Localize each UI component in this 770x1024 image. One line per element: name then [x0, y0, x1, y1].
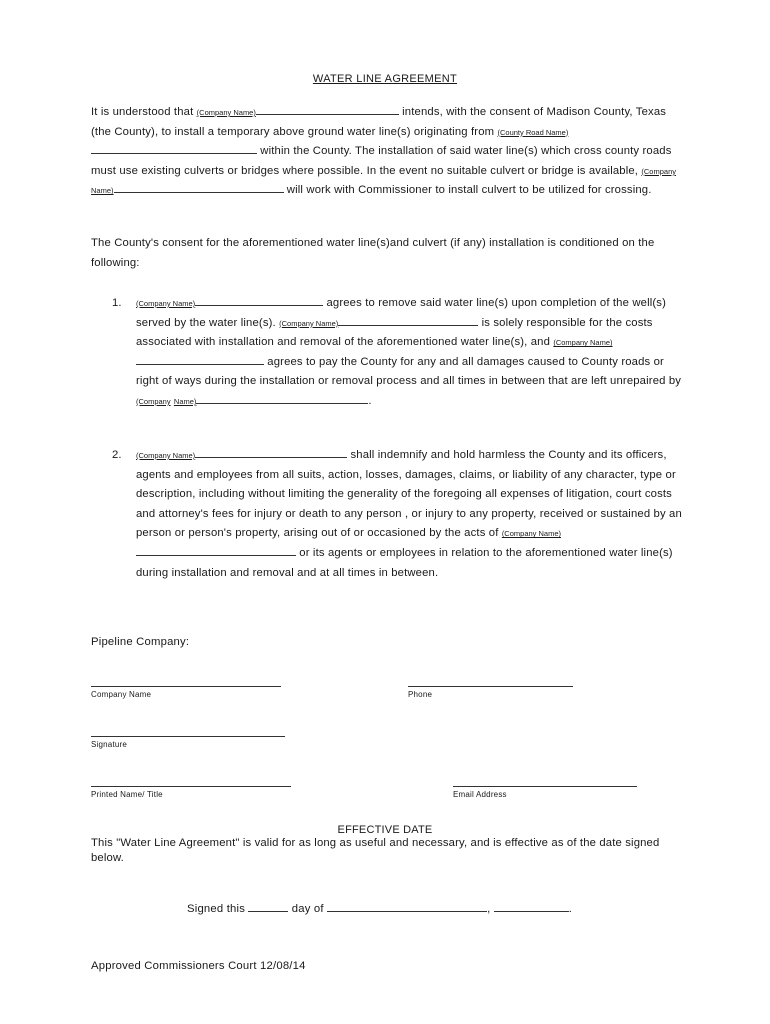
phone-label: Phone: [408, 690, 433, 699]
item-text: [136, 446, 682, 583]
email-address-label: Email Address: [453, 790, 507, 799]
intro-text-c: within the County. The installation of said water line(s) which cross county roads must use existing culverts or bridges where possible. In the event no suitable culvert or bridge is available,: [91, 145, 672, 177]
company-name-label: Company Name: [91, 690, 152, 699]
company-name-blank[interactable]: [338, 315, 478, 326]
company-name-blank[interactable]: [136, 354, 264, 365]
item2-text-b: or its agents or employees in relation to the aforementioned water line(s) during installation and removal and at all times in between.: [136, 546, 673, 579]
company-name-placeholder[interactable]: (Company Name): [196, 108, 256, 117]
intro-paragraph: [91, 103, 681, 201]
signature-line[interactable]: [91, 736, 285, 737]
company-name-placeholder[interactable]: (Company: [136, 396, 171, 406]
item1-text-a: agrees to remove said water line(s) upon completion of the well(s) served by the water line(s).: [136, 297, 667, 329]
company-name-placeholder[interactable]: (Company Name): [136, 299, 196, 308]
item-text: [136, 294, 682, 412]
company-name-blank[interactable]: [256, 104, 399, 115]
pipeline-company-label: Pipeline Company:: [91, 636, 190, 648]
effective-date-text: This "Water Line Agreement" is valid for as long as useful and necessary, and is effective as of the date signed below.: [91, 837, 660, 864]
phone-signature-line[interactable]: [408, 686, 573, 687]
signed-text-d: .: [568, 903, 573, 915]
signed-text-a: Signed this: [187, 903, 249, 915]
printed-name-signature-line[interactable]: [91, 786, 291, 787]
company-name-placeholder[interactable]: (Company Name): [279, 318, 339, 328]
signature-label: Signature: [91, 740, 128, 749]
month-blank[interactable]: [327, 901, 487, 912]
company-name-placeholder[interactable]: Name): [173, 396, 197, 406]
company-name-blank[interactable]: [195, 447, 347, 458]
email-signature-line[interactable]: [453, 786, 637, 787]
conditions-paragraph: The County's consent for the aforementioned water line(s)and culvert (if any) installation is conditioned on the following:: [91, 237, 655, 269]
item-number: 1.: [112, 297, 122, 309]
intro-text-d: will work with Commissioner to install culvert to be utilized for crossing.: [283, 184, 652, 197]
county-road-placeholder[interactable]: (County Road Name): [497, 127, 569, 137]
document-title: WATER LINE AGREEMENT: [312, 73, 458, 85]
effective-date-heading: EFFECTIVE DATE: [337, 824, 433, 836]
company-name-blank[interactable]: [114, 182, 284, 193]
day-blank[interactable]: [248, 901, 288, 912]
intro-text-b: intends, with the consent of Madison County, Texas (the County), to install a temporary above ground water line(s) originating from: [91, 106, 667, 138]
year-blank[interactable]: [494, 901, 569, 912]
company-name-placeholder[interactable]: (Company Name): [91, 166, 676, 196]
item1-text-c: agrees to pay the County for any and all damages caused to County roads or right of ways during the installation or removal process and all times in between that are left unrepaired by: [136, 355, 682, 388]
item2-text-a: shall indemnify and hold harmless the County and its officers, agents and employees from all suits, action, losses, damages, claims, or liability of any character, type or description, including without limiting the generality of the foregoing all expenses of litigation, court costs and attorney's fees for injury or death to any person , or injury to any property, received or sustained by an person or person's property, arising out of or occasioned by the acts of: [136, 449, 682, 540]
company-name-placeholder[interactable]: (Company Name): [501, 529, 561, 539]
company-name-blank[interactable]: [195, 295, 323, 306]
approval-footer: Approved Commissioners Court 12/08/14: [91, 960, 306, 972]
item1-text-d: .: [368, 394, 372, 407]
signed-text-c: ,: [487, 903, 494, 915]
printed-name-title-label: Printed Name/ Title: [91, 790, 163, 799]
item1-text-b: is solely responsible for the costs associated with installation and removal of the aforementioned water line(s), and: [136, 316, 653, 349]
company-name-signature-line[interactable]: [91, 686, 281, 687]
company-name-placeholder[interactable]: (Company Name): [553, 338, 613, 348]
company-name-blank[interactable]: [136, 545, 296, 556]
item-number: 2.: [112, 449, 122, 461]
signed-text-b: day of: [288, 903, 328, 915]
company-name-placeholder[interactable]: (Company Name): [136, 451, 196, 460]
county-road-blank[interactable]: [91, 143, 257, 154]
company-name-blank[interactable]: [196, 393, 368, 404]
signed-line: [187, 901, 572, 915]
intro-text-a: It is understood that: [91, 106, 197, 118]
